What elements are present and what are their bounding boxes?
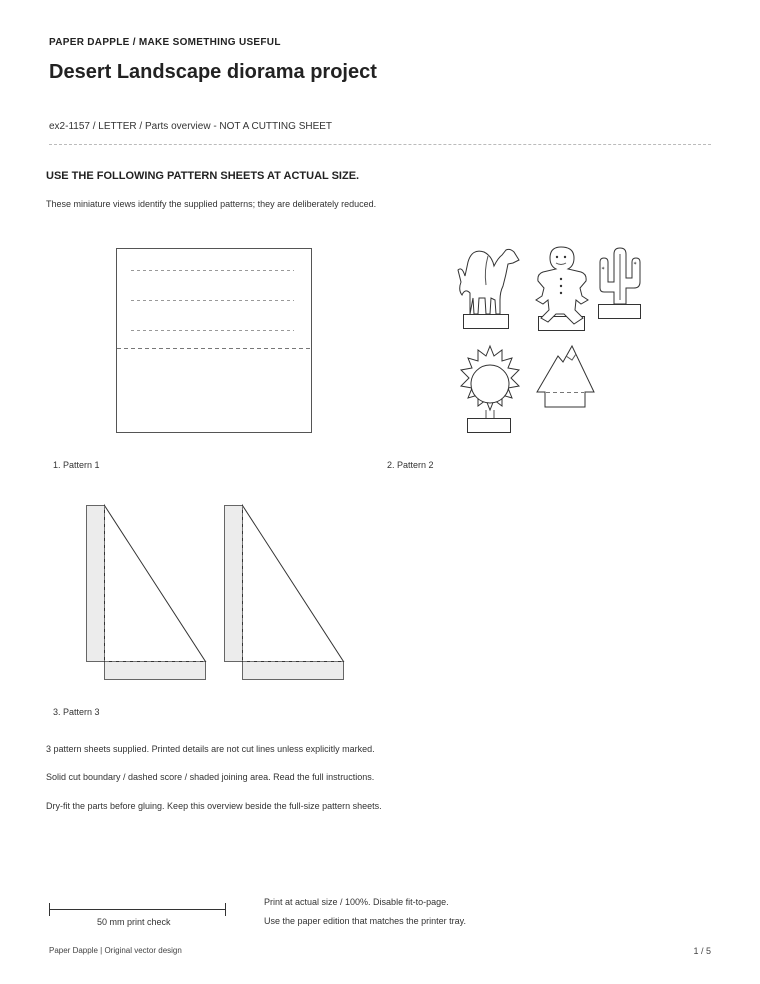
note-sheets: 3 pattern sheets supplied. Printed details are not cut lines unless explicitly marked. bbox=[46, 744, 375, 754]
print-instruction-paper: Use the paper edition that matches the printer tray. bbox=[264, 916, 466, 926]
svg-text:✶: ✶ bbox=[601, 266, 606, 272]
instructions-heading: USE THE FOLLOWING PATTERN SHEETS AT ACTUAL SIZE. bbox=[46, 170, 360, 182]
pattern-2-caption: 2. Pattern 2 bbox=[387, 460, 434, 470]
svg-text:✶: ✶ bbox=[633, 261, 638, 267]
page-title: Desert Landscape diorama project bbox=[49, 61, 377, 83]
scale-bar-label: 50 mm print check bbox=[97, 917, 171, 927]
page-number: 1 / 5 bbox=[693, 946, 711, 956]
pattern-3-caption: 3. Pattern 3 bbox=[53, 707, 100, 717]
instructions-subtext: These miniature views identify the supplied patterns; they are deliberately reduced. bbox=[46, 199, 377, 209]
brand-line: PAPER DAPPLE / MAKE SOMETHING USEFUL bbox=[49, 37, 281, 48]
footer-credit: Paper Dapple | Original vector design bbox=[49, 946, 182, 955]
note-dry-fit: Dry-fit the parts before gluing. Keep this overview beside the full-size pattern sheets. bbox=[46, 801, 382, 811]
print-instruction-size: Print at actual size / 100%. Disable fit-to-page. bbox=[264, 897, 449, 907]
pattern-1-caption: 1. Pattern 1 bbox=[53, 460, 100, 470]
document-meta: ex2-1157 / LETTER / Parts overview - NOT A CUTTING SHEET bbox=[49, 121, 333, 132]
note-legend: Solid cut boundary / dashed score / shaded joining area. Read the full instructions. bbox=[46, 772, 375, 782]
